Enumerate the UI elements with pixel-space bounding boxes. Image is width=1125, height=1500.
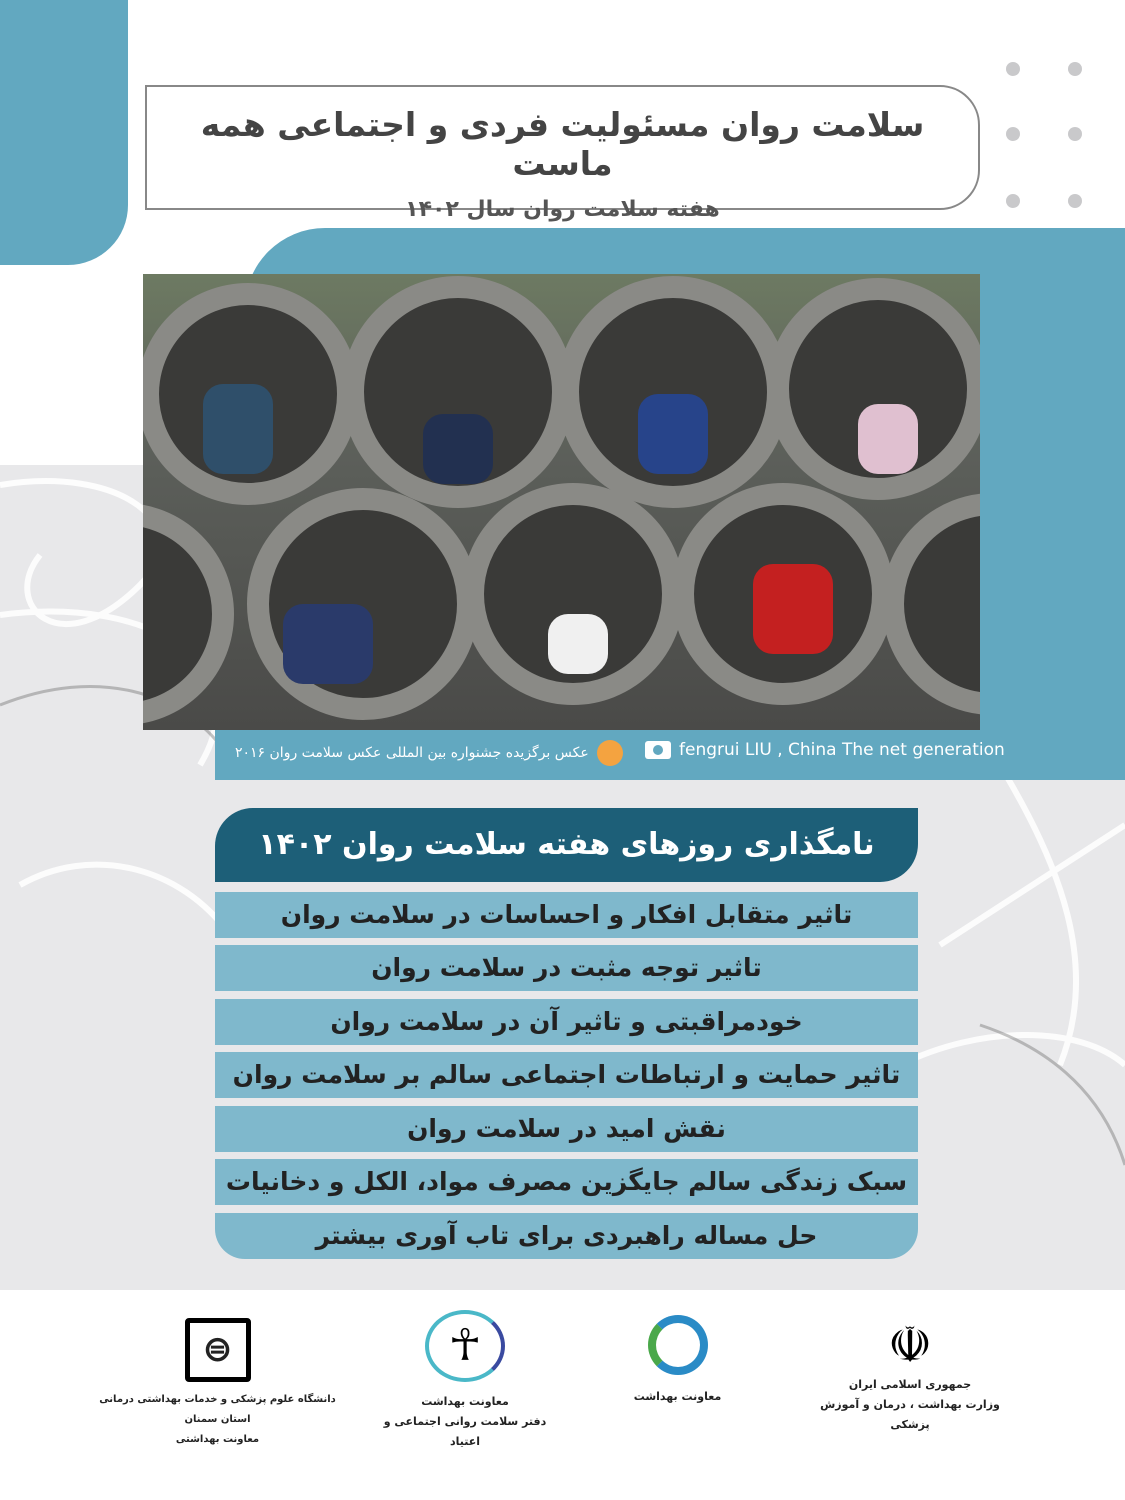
logo-mental-health-office: ☥ معاونت بهداشت دفتر سلامت روانی اجتماعی و اعتیاد [370,1310,560,1452]
dot [1006,194,1020,208]
dot [1006,62,1020,76]
logo-semnan-university: ⊜ دانشگاه علوم پزشکی و خدمات بهداشتی درمانی استان سمنان معاونت بهداشتی [95,1318,340,1450]
festival-logo-icon [597,740,623,766]
schedule-item: خودمراقبتی و تاثیر آن در سلامت روان [215,999,918,1045]
schedule-item: تاثیر حمایت و ارتباطات اجتماعی سالم بر سلامت روان [215,1052,918,1098]
caption-credit: fengrui LIU , China The net generation [645,740,1005,760]
dot [1006,127,1020,141]
schedule-item: نقش امید در سلامت روان [215,1106,918,1152]
dot [1068,127,1082,141]
schedule-heading: نامگذاری روزهای هفته سلامت روان ۱۴۰۲ [215,808,918,882]
logo-iran-ministry: ☫ جمهوری اسلامی ایران وزارت بهداشت ، درمان و آموزش پزشکی [810,1315,1010,1435]
dot [1068,62,1082,76]
logo-health-deputy: معاونت بهداشت [620,1315,735,1407]
person-figure-icon: ☥ [425,1310,505,1382]
title-box [145,85,980,222]
photo-children-in-pipes [143,274,980,730]
university-emblem-icon: ⊜ [185,1318,251,1382]
corner-block [0,0,128,265]
iran-emblem-icon: ☫ [887,1316,933,1374]
schedule-item: تاثیر متقابل افکار و احساسات در سلامت روان [215,892,918,938]
page-title: سلامت روان مسئولیت فردی و اجتماعی همه ماست [200,105,925,183]
caption-festival: عکس برگزیده جشنواره بین المللی عکس سلامت روان ۲۰۱۶ [235,740,623,766]
schedule-item: سبک زندگی سالم جایگزین مصرف مواد، الکل و دخانیات [215,1159,918,1205]
schedule-item: تاثیر توجه مثبت در سلامت روان [215,945,918,991]
dot [1068,194,1082,208]
health-deputy-icon [648,1315,708,1375]
schedule-item: حل مساله راهبردی برای تاب آوری بیشتر [215,1213,918,1259]
page-subtitle: هفته سلامت روان سال ۱۴۰۲ [405,197,720,222]
camera-icon [645,741,671,759]
